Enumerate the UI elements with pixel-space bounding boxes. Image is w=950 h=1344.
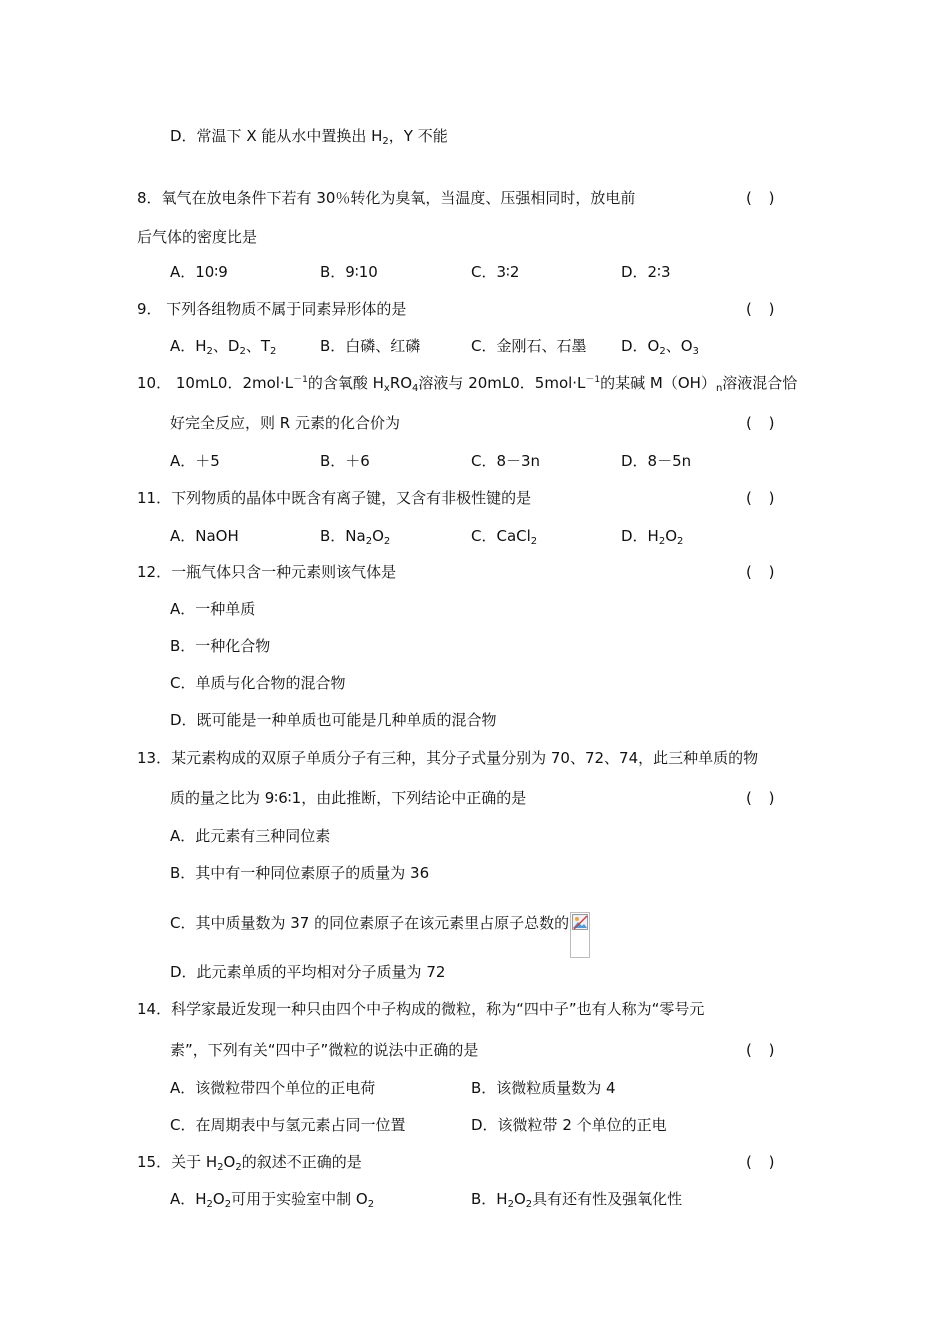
q9-stem: 9． 下列各组物质不属于同素异形体的是 xyxy=(137,300,407,318)
q8-option-d: D．2∶3 xyxy=(621,263,671,281)
q13-option-c: C．其中质量数为 37 的同位素原子在该元素里占原子总数的 xyxy=(170,912,590,958)
q14-answer-paren: ( ) xyxy=(746,1041,781,1059)
q15-option-b: B．$H_2O_2$具有还有性及强氧化性 xyxy=(471,1190,683,1210)
q15-stem: 15．关于 $H_2O_2$的叙述不正确的是 xyxy=(137,1153,362,1173)
q14-stem-line2: 素”，下列有关“四中子”微粒的说法中正确的是 xyxy=(170,1041,479,1059)
q14-option-b: B．该微粒质量数为 4 xyxy=(471,1079,616,1097)
q12-option-d: D．既可能是一种单质也可能是几种单质的混合物 xyxy=(170,711,497,729)
q10-stem-line1: 10． 10mL0．$2mol\cdot L^{-1}$的含氧酸 $H_xRO_4$溶液与 20mL0．$5mol\cdot L^{-1}$的某碱 $M(OH)_n$溶液混合恰 xyxy=(137,374,798,394)
q8-option-b: B．9∶10 xyxy=(320,263,378,281)
q13-answer-paren: ( ) xyxy=(746,789,781,807)
broken-image-icon xyxy=(570,912,590,958)
q7-option-d: D．常温下 X 能从水中置换出 $H_2$，Y 不能 xyxy=(170,127,448,147)
q9-option-d: D．$O_2$、$O_3$ xyxy=(621,337,699,357)
q9-option-a: A．$H_2$、$D_2$、$T_2$ xyxy=(170,337,277,357)
q8-answer-paren: ( ) xyxy=(746,189,781,207)
q8-stem-line2: 后气体的密度比是 xyxy=(137,228,258,246)
q14-option-a: A．该微粒带四个单位的正电荷 xyxy=(170,1079,376,1097)
q11-option-d: D．$H_2O_2$ xyxy=(621,527,684,547)
q14-option-c: C．在周期表中与氢元素占同一位置 xyxy=(170,1116,406,1134)
q8-stem-line1: 8．氧气在放电条件下若有 30％转化为臭氧，当温度、压强相同时，放电前 xyxy=(137,189,636,207)
q12-stem: 12．一瓶气体只含一种元素则该气体是 xyxy=(137,563,397,581)
q15-answer-paren: ( ) xyxy=(746,1153,781,1171)
q10-option-a: A．＋5 xyxy=(170,452,220,470)
q14-stem-line1: 14．科学家最近发现一种只由四个中子构成的微粒，称为“四中子”也有人称为“零号元 xyxy=(137,1000,705,1018)
q11-answer-paren: ( ) xyxy=(746,489,781,507)
q15-option-a: A．$H_2O_2$可用于实验室中制 $O_2$ xyxy=(170,1190,375,1210)
q12-option-c: C．单质与化合物的混合物 xyxy=(170,674,346,692)
q13-option-d: D．此元素单质的平均相对分子质量为 72 xyxy=(170,963,446,981)
q13-option-a: A．此元素有三种同位素 xyxy=(170,827,331,845)
q10-option-b: B．＋6 xyxy=(320,452,370,470)
q11-option-c: C．CaCl$_2$ xyxy=(471,527,538,547)
q8-option-c: C．3∶2 xyxy=(471,263,520,281)
q11-option-b: B．$Na_2O_2$ xyxy=(320,527,391,547)
q10-option-d: D．8－5n xyxy=(621,452,692,470)
q10-option-c: C．8－3n xyxy=(471,452,541,470)
q8-option-a: A．10∶9 xyxy=(170,263,228,281)
q14-option-d: D．该微粒带 2 个单位的正电 xyxy=(471,1116,667,1134)
q13-option-b: B．其中有一种同位素原子的质量为 36 xyxy=(170,864,430,882)
q13-stem-line2: 质的量之比为 9∶6∶1，由此推断，下列结论中正确的是 xyxy=(170,789,527,807)
q12-option-a: A．一种单质 xyxy=(170,600,256,618)
q10-stem-line2: 好完全反应，则 R 元素的化合价为 xyxy=(170,414,400,432)
q11-stem: 11．下列物质的晶体中既含有离子键，又含有非极性键的是 xyxy=(137,489,532,507)
q9-option-b: B．白磷、红磷 xyxy=(320,337,421,355)
q12-option-b: B．一种化合物 xyxy=(170,637,271,655)
q10-answer-paren: ( ) xyxy=(746,414,781,432)
q11-option-a: A．NaOH xyxy=(170,527,239,545)
q9-answer-paren: ( ) xyxy=(746,300,781,318)
q13-stem-line1: 13．某元素构成的双原子单质分子有三种，其分子式量分别为 70、72、74，此三种单质的物 xyxy=(137,749,759,767)
q9-option-c: C．金刚石、石墨 xyxy=(471,337,587,355)
q12-answer-paren: ( ) xyxy=(746,563,781,581)
